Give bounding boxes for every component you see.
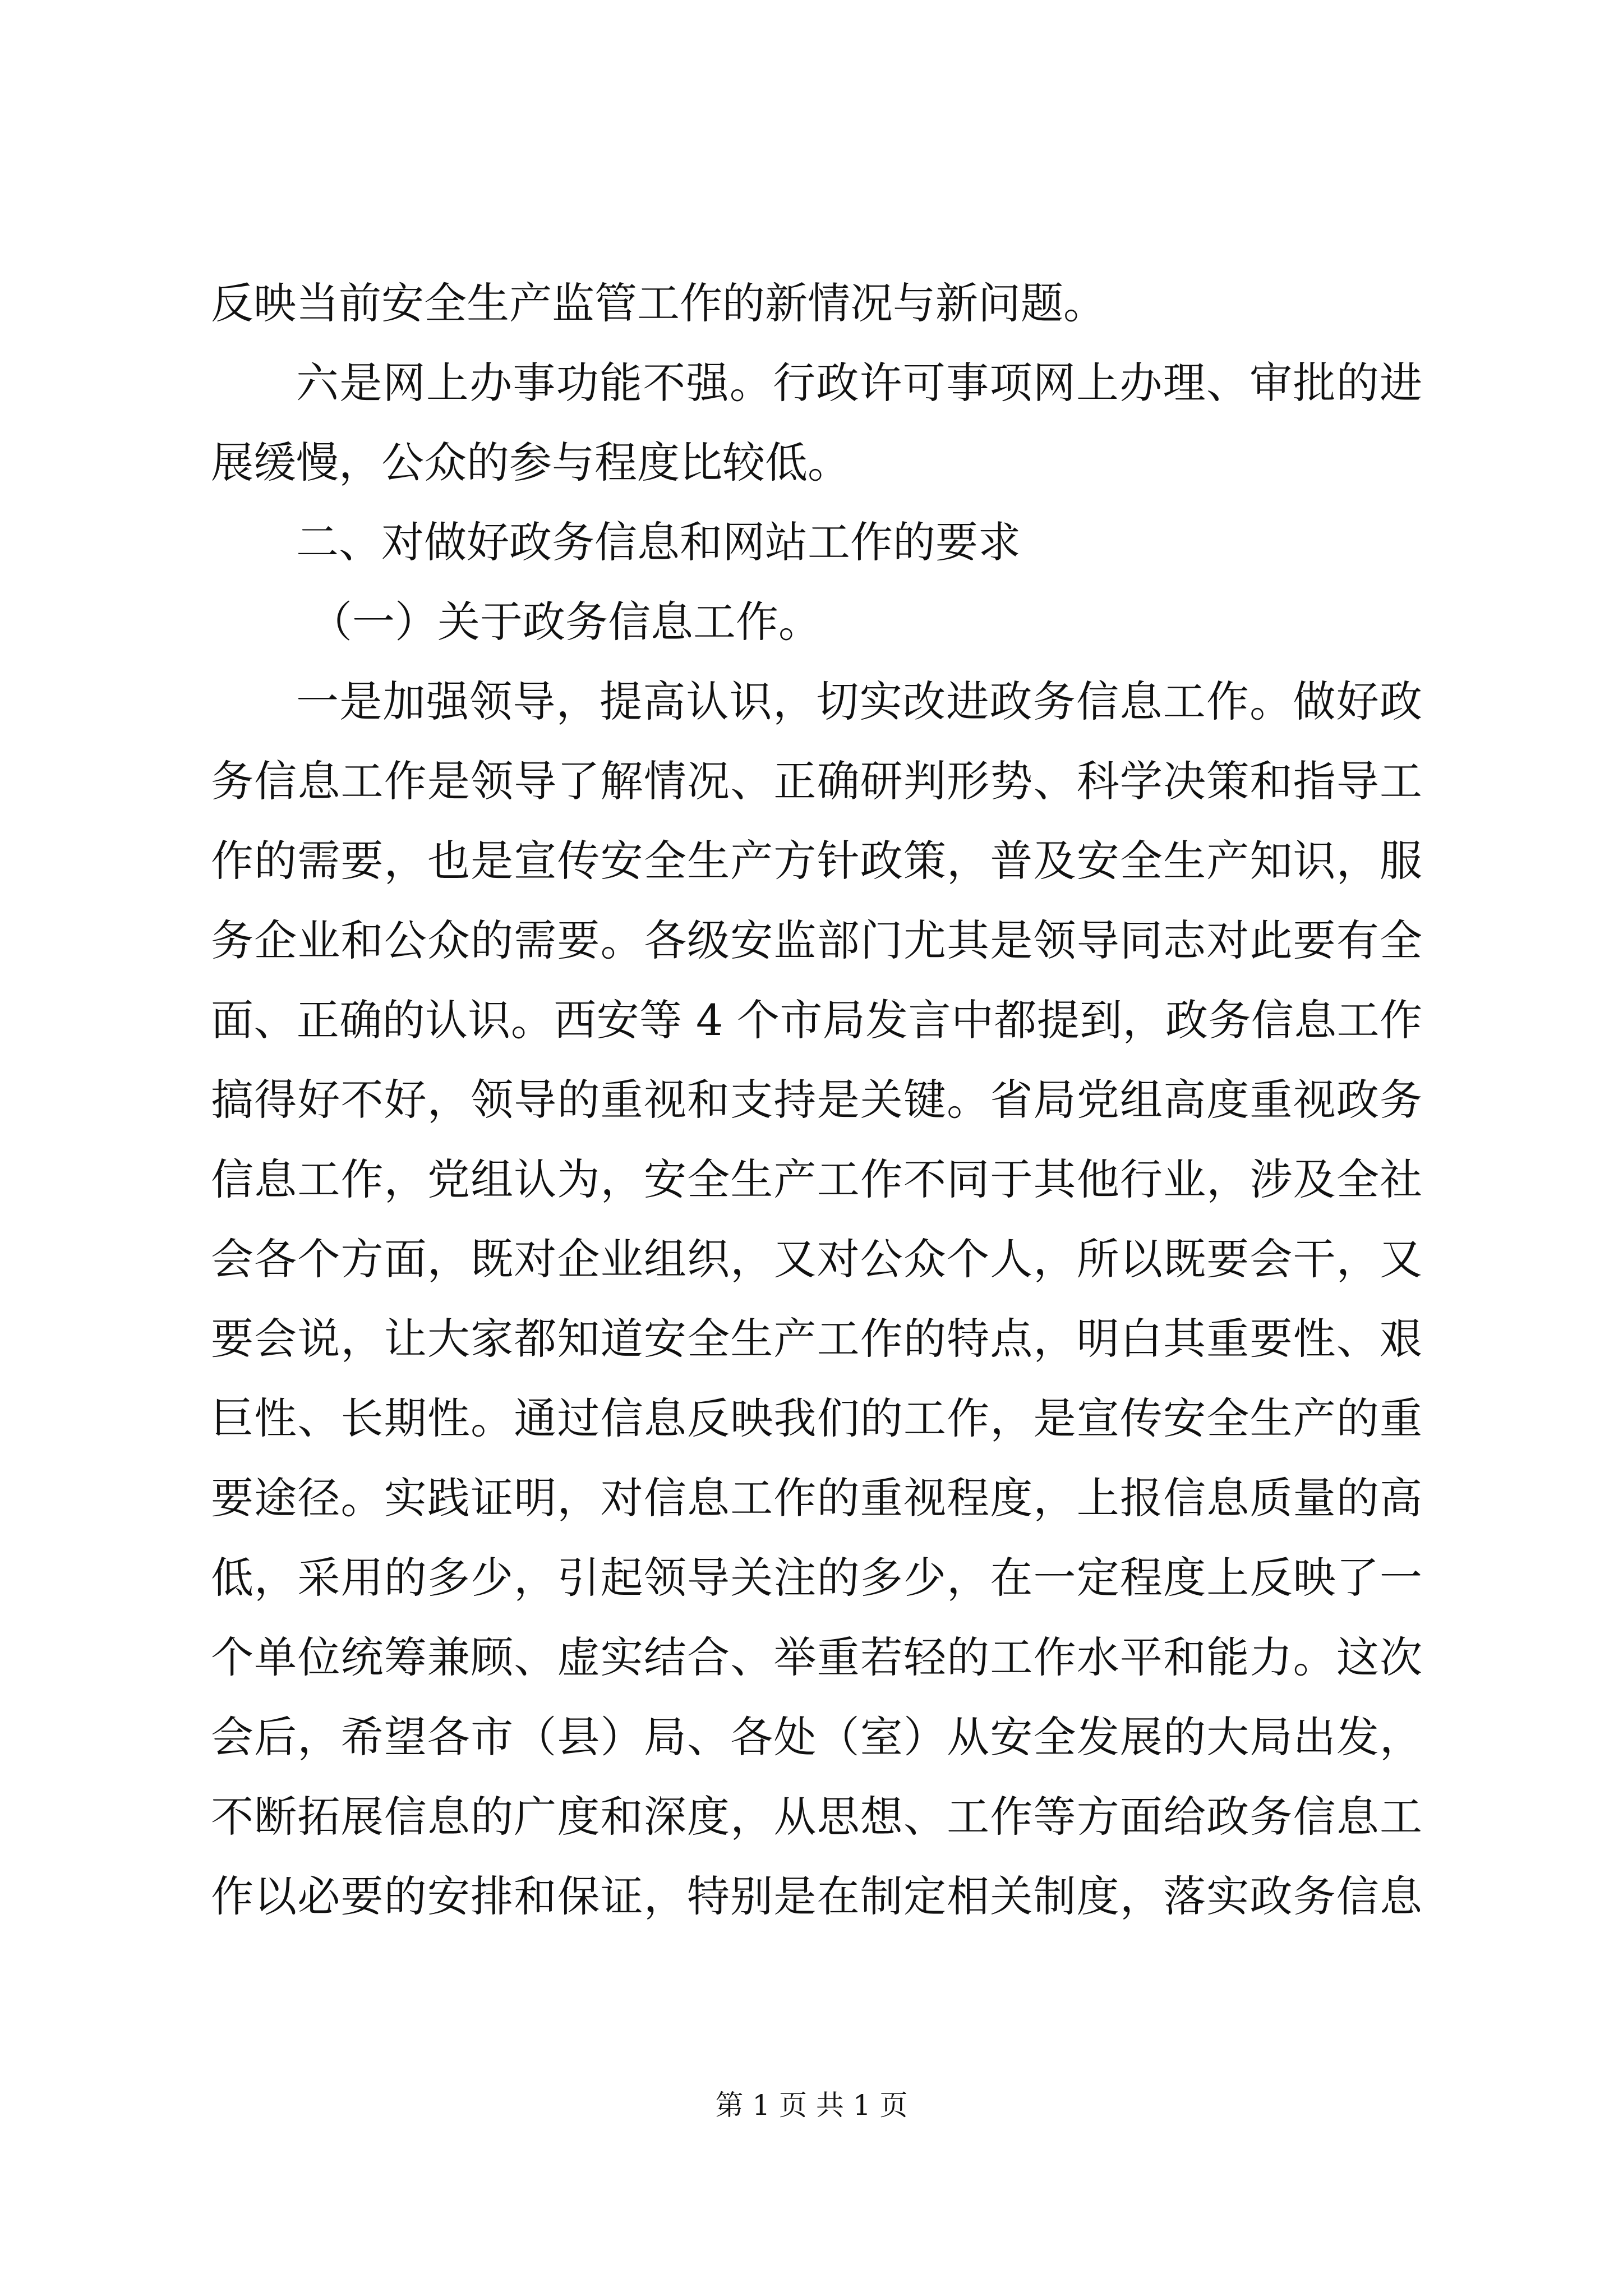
section-heading: 二、对做好政务信息和网站工作的要求	[296, 517, 1021, 567]
paragraph-line: 巨性、长期性。通过信息反映我们的工作，是宣传安全生产的重	[211, 1393, 1422, 1443]
paragraph-line: 低，采用的多少，引起领导关注的多少，在一定程度上反映了一	[211, 1553, 1422, 1603]
paragraph-line: 作以必要的安排和保证，特别是在制定相关制度，落实政务信息	[211, 1871, 1422, 1921]
paragraph-line: 一是加强领导，提高认识，切实改进政务信息工作。做好政	[296, 677, 1422, 726]
paragraph-line: 要途径。实践证明，对信息工作的重视程度，上报信息质量的高	[211, 1473, 1422, 1523]
paragraph-line: 信息工作，党组认为，安全生产工作不同于其他行业，涉及全社	[211, 1154, 1422, 1204]
paragraph-line: 会后，希望各市（县）局、各处（室）从安全发展的大局出发，	[211, 1712, 1422, 1762]
paragraph-line: 反映当前安全生产监管工作的新情况与新问题。	[211, 278, 1106, 328]
paragraph-line: 面、正确的认识。西安等 4 个市局发言中都提到，政务信息工作	[211, 995, 1422, 1045]
paragraph-line: 不断拓展信息的广度和深度，从思想、工作等方面给政务信息工	[211, 1792, 1422, 1842]
paragraph-line: 搞得好不好，领导的重视和支持是关键。省局党组高度重视政务	[211, 1075, 1422, 1125]
subsection-heading: （一）关于政务信息工作。	[310, 597, 821, 647]
paragraph-line: 要会说，让大家都知道安全生产工作的特点，明白其重要性、艰	[211, 1314, 1422, 1364]
document-body	[211, 264, 1422, 1936]
paragraph-line: 作的需要，也是宣传安全生产方针政策，普及安全生产知识，服	[211, 836, 1422, 886]
paragraph-line: 六是网上办事功能不强。行政许可事项网上办理、审批的进	[296, 358, 1422, 408]
page-number-footer: 第 1 页 共 1 页	[715, 2089, 908, 2122]
paragraph-line: 展缓慢，公众的参与程度比较低。	[211, 438, 850, 487]
paragraph-line: 个单位统筹兼顾、虚实结合、举重若轻的工作水平和能力。这次	[211, 1632, 1422, 1682]
paragraph-line: 会各个方面，既对企业组织，又对公众个人，所以既要会干，又	[211, 1234, 1422, 1284]
paragraph-line: 务信息工作是领导了解情况、正确研判形势、科学决策和指导工	[211, 756, 1422, 806]
paragraph-line: 务企业和公众的需要。各级安监部门尤其是领导同志对此要有全	[211, 915, 1422, 965]
